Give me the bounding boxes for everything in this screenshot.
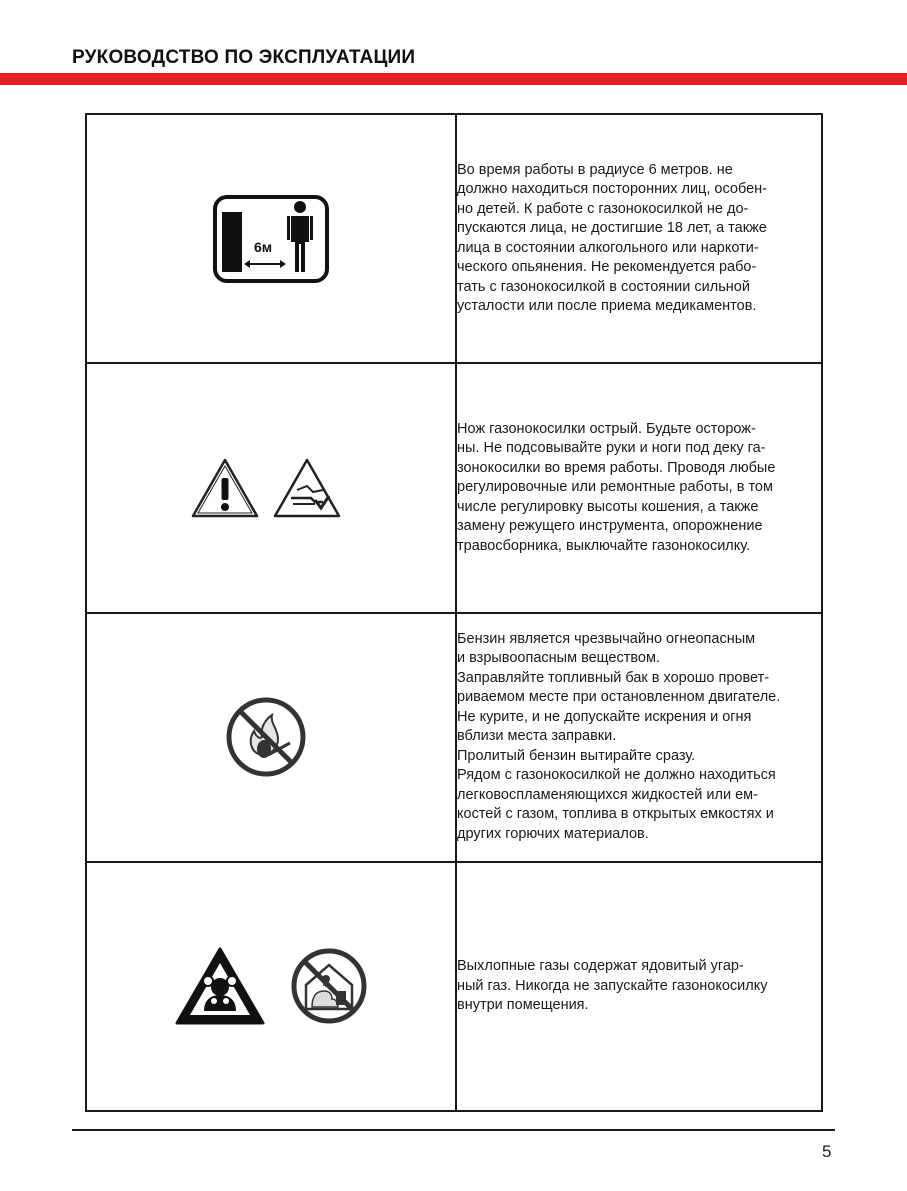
safety-text: Нож газонокосилки острый. Будьте осторож- ны. Не подсовывайте руки и ноги под деку га- зонокосилки во время работы. Проводя любые регулировочные или ремонтные работы, в том числе регулировку высоты кошения, а также замену режущего инструмента, опорожнение травосборника, выключайте газонокосилку. bbox=[457, 420, 776, 554]
toxic-fumes-warning-icon bbox=[174, 945, 266, 1027]
icon-cell bbox=[86, 363, 456, 612]
icon-cell bbox=[86, 114, 456, 363]
distance-label: 6м bbox=[254, 238, 273, 255]
safety-text: Во время работы в радиусе 6 метров. не должно находиться посторонних лиц, особен- но детей. К работе с газонокосилкой не до- пускаются лица, не достигшие 18 лет, а также лица в состоянии алкогольного или наркоти- ческого опьянения. Не рекомендуется рабо- тать с газонокосилкой в состоянии сильной усталости или после приема медикаментов. bbox=[457, 161, 767, 315]
table-row bbox=[86, 363, 822, 612]
safety-text: Бензин является чрезвычайно огнеопасным и взрывоопасным веществом. Заправляйте топливный бак в хорошо провет- риваемом месте при остановленном двигателе. Не курите, и не допускайте искрения и огня вблизи места заправки. Пролитый бензин вытирайте сразу. Рядом с газонокосилкой не должно находиться легковоспламеняющихся жидкостей или ем- костей с газом, топлива в открытых емкостях и других горючих материалов. bbox=[457, 630, 781, 842]
icon-cell bbox=[86, 613, 456, 862]
no-fire-icon bbox=[224, 695, 308, 779]
distance-6m-icon bbox=[212, 194, 330, 284]
icon-cell bbox=[86, 862, 456, 1111]
table-row bbox=[86, 613, 822, 862]
text-cell bbox=[456, 363, 822, 612]
warning-exclamation-icon bbox=[189, 456, 261, 520]
blade-hazard-icon bbox=[271, 456, 343, 520]
safety-text: Выхлопные газы содержат ядовитый угар- ный газ. Никогда не запускайте газонокосилку внутри помещения. bbox=[457, 958, 768, 1014]
page-number: 5 bbox=[822, 1142, 832, 1161]
no-indoor-operation-icon bbox=[290, 947, 368, 1025]
table-row bbox=[86, 862, 822, 1111]
footer-divider bbox=[72, 1129, 835, 1131]
text-cell bbox=[456, 613, 822, 862]
table-row bbox=[86, 114, 822, 363]
text-cell bbox=[456, 114, 822, 363]
safety-table bbox=[85, 113, 823, 1112]
header-red-bar bbox=[0, 73, 907, 85]
page-title: РУКОВОДСТВО ПО ЭКСПЛУАТАЦИИ bbox=[72, 47, 416, 68]
text-cell bbox=[456, 862, 822, 1111]
